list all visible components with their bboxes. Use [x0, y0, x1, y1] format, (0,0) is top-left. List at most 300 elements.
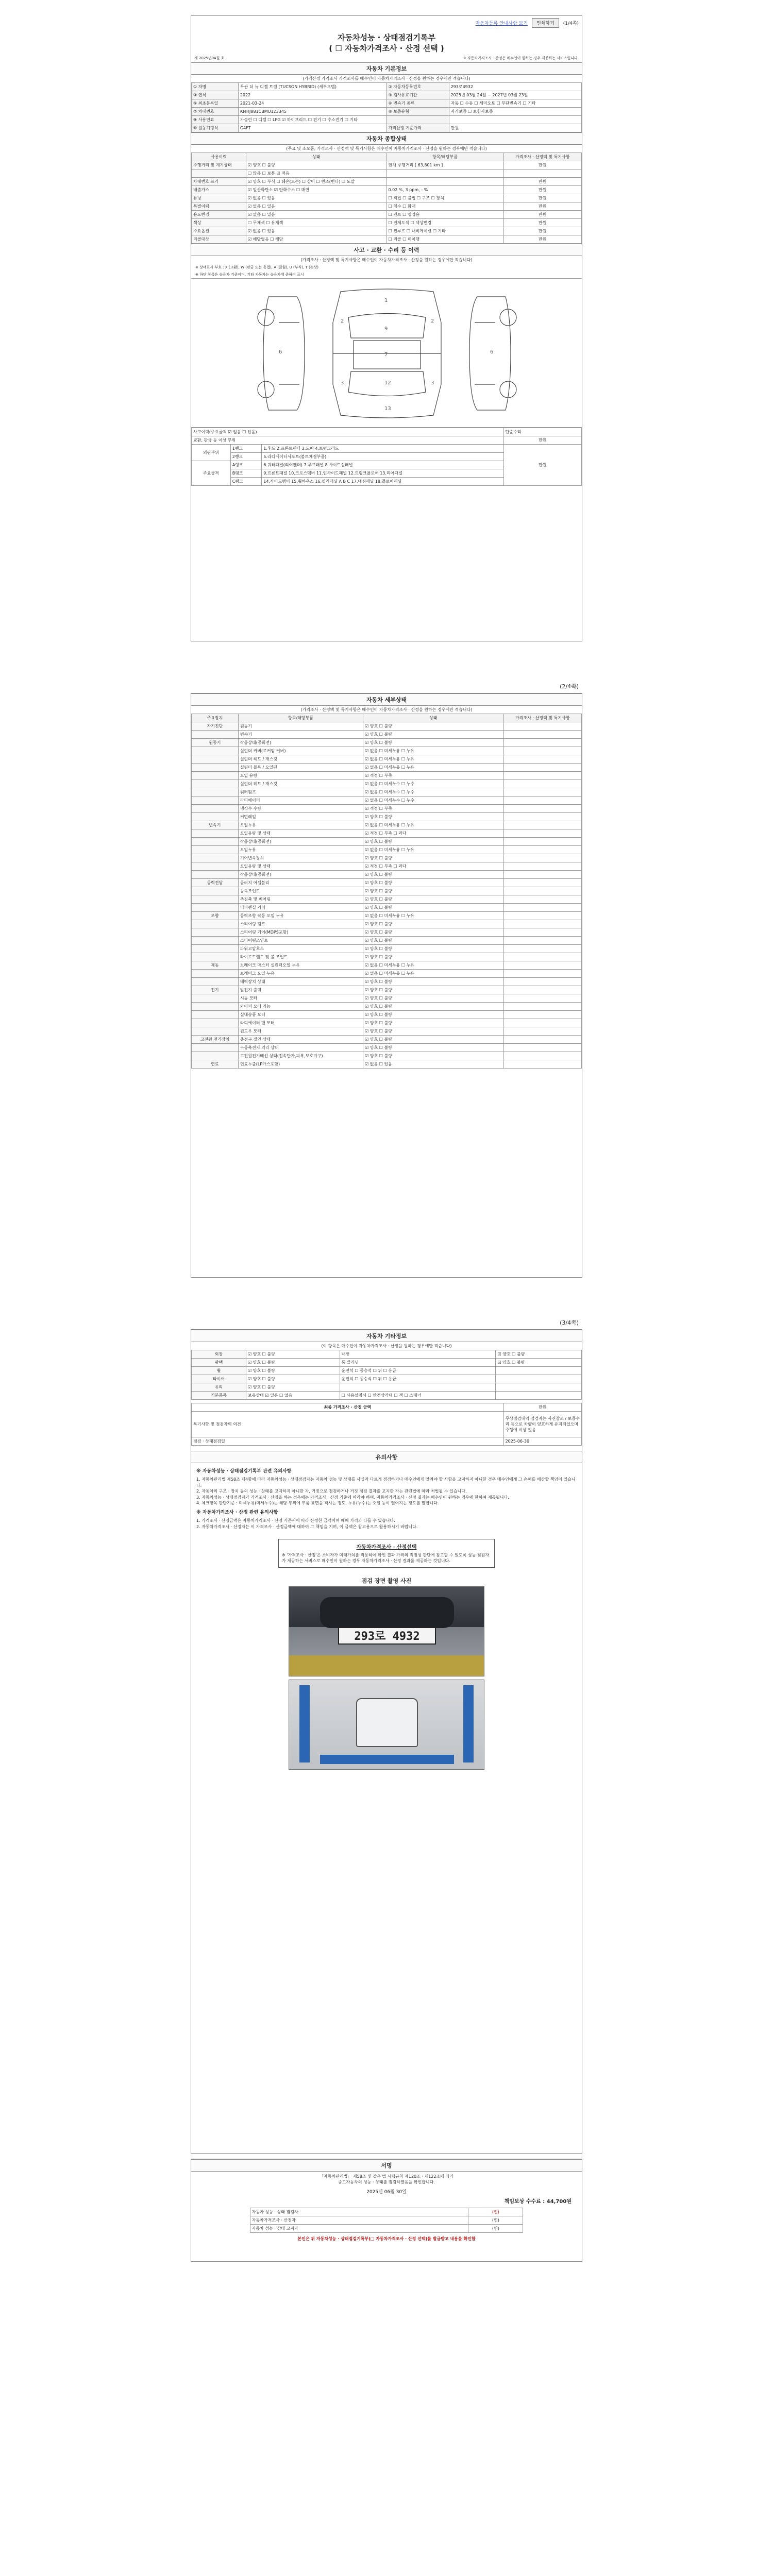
page-2 [191, 683, 582, 1278]
detail-price [503, 970, 581, 978]
detail-item: 실린더 헤드 / 개스킷 [238, 780, 363, 788]
detail-state: ☑ 없음 ☐ 미세누유 ☐ 누유 [363, 747, 504, 755]
detail-row [192, 862, 582, 871]
detail-row [192, 838, 582, 846]
detail-price [503, 986, 581, 994]
basic-info-key: ③ 연식 [192, 91, 239, 99]
detail-group: 원동기 [192, 739, 239, 747]
basic-info-value: G4FT [238, 124, 386, 132]
page-4 [191, 2159, 582, 2262]
detail-state: ☑ 양호 ☐ 불량 [363, 838, 504, 846]
detail-state: ☑ 양호 ☐ 불량 [363, 978, 504, 986]
detail-price [503, 871, 581, 879]
detail-header: 가격조사 · 산정액 및 특기사항 [503, 714, 581, 722]
detail-row [192, 1060, 582, 1069]
state-row [192, 211, 582, 219]
detail-price [503, 805, 581, 813]
detail-state: ☑ 양호 ☐ 불량 [363, 895, 504, 904]
detail-row [192, 887, 582, 895]
detail-row [192, 788, 582, 796]
detail-row [192, 895, 582, 904]
detail-row [192, 904, 582, 912]
notice-body [191, 1463, 582, 1532]
extra-row [192, 1367, 582, 1375]
detail-price [503, 1044, 581, 1052]
photo-front [289, 1586, 484, 1676]
detail-row [192, 928, 582, 937]
detail-price [503, 912, 581, 920]
basic-info-key: ⑤ 최초등록일 [192, 99, 239, 108]
doc-note: ※ 자동차가격조사 · 산정은 매수인이 원하는 경우 제공하는 서비스입니다. [463, 56, 579, 60]
extra-row [192, 1375, 582, 1383]
detail-state: ☑ 양호 ☐ 불량 [363, 1052, 504, 1060]
extra-label-2: 운전석 ☐ 동승석 ☐ 뒤 ☐ 응급 [340, 1367, 496, 1375]
document-subtitle: ( ☐ 자동차가격조사 · 산정 선택 ) [329, 44, 444, 53]
detail-price [503, 920, 581, 928]
notice-heading-1: ※ 자동차성능 · 상태점검기록부 관련 유의사항 [196, 1469, 292, 1474]
basic-info-title: 자동차 기본정보 [191, 62, 582, 75]
detail-price [503, 780, 581, 788]
signer-2-role: 자동차가격조사 · 산정자 [250, 2216, 468, 2225]
detail-state: ☑ 없음 ☐ 미세누수 ☐ 누수 [363, 788, 504, 796]
detail-group [192, 871, 239, 879]
signer-3-seal: (인) [468, 2225, 523, 2233]
detail-note: (가격조사 · 산정액 및 특기사항은 매수인이 자동차가격조사 · 산정을 원하는 경우에만 적습니다) [300, 707, 473, 712]
detail-group [192, 796, 239, 805]
state-price: 만원 [503, 161, 581, 170]
top-bar [191, 16, 582, 30]
detail-group [192, 805, 239, 813]
detail-state: ☑ 적정 ☐ 부족 [363, 772, 504, 780]
detail-row [192, 854, 582, 862]
signer-2-seal: (인) [468, 2216, 523, 2225]
detail-group [192, 1044, 239, 1052]
extra-note: (이 항목은 매수인이 자동차가격조사 · 산정을 원하는 경우에만 적습니다) [321, 1344, 452, 1348]
detail-state: ☑ 양호 ☐ 불량 [363, 887, 504, 895]
extra-title: 자동차 기타정보 [191, 1330, 582, 1342]
detail-state: ☑ 양호 ☐ 불량 [363, 1027, 504, 1036]
notice-p4: 4. 체크항목 판단기준 : 미세누유(미세누수)는 해당 부위에 부품 표면을 적시는 정도, 누유(누수)는 오일 등이 떨어지는 정도를 말합니다. [196, 1501, 439, 1506]
accident-note: (가격조사 · 산정액 및 특기사항은 매수인이 자동차가격조사 · 산정을 원하는 경우에만 적습니다) [300, 258, 473, 262]
detail-state: ☑ 양호 ☐ 불량 [363, 1011, 504, 1019]
basic-info-key: ② 자동차등록번호 [386, 83, 449, 91]
detail-price [503, 937, 581, 945]
state-label [192, 170, 246, 178]
detail-group: 연료 [192, 1060, 239, 1069]
extra-label: 외장 [192, 1350, 246, 1359]
state-price [503, 170, 581, 178]
detail-group [192, 1052, 239, 1060]
extra-label-2: ☐ 사용설명서 ☐ 안전삼각대 ☐ 잭 ☐ 스패너 [340, 1392, 496, 1400]
detail-row [192, 1011, 582, 1019]
extra-value: ☑ 양호 ☐ 불량 [246, 1383, 340, 1392]
detail-state: ☑ 없음 ☐ 미세누수 ☐ 누수 [363, 796, 504, 805]
detail-state: ☑ 없음 ☐ 미세누유 ☐ 누유 [363, 912, 504, 920]
extra-row [192, 1392, 582, 1400]
basic-info-key: ④ 검사유효기간 [386, 91, 449, 99]
signer-3-role: 자동차 성능 · 상태 고지자 [250, 2225, 468, 2233]
basic-info-value: 2021-03-24 [238, 99, 386, 108]
detail-price [503, 1036, 581, 1044]
state-price: 만원 [503, 211, 581, 219]
accident-price: 만원 [503, 436, 581, 445]
notice-q1: 1. 가격조사 · 산정금액은 자동차가격조사 · 산정 기준서에 따라 산정한 금액이며 매매 가격과 다를 수 있습니다. [196, 1518, 395, 1523]
detail-state: ☑ 양호 ☐ 불량 [363, 1003, 504, 1011]
basic-info-key: ⑩ 원동기형식 [192, 124, 239, 132]
detail-row [192, 961, 582, 970]
accident-history-row: 사고이력(주요골격 ☑ 없음 ☐ 있음) [192, 428, 504, 436]
detail-group [192, 1011, 239, 1019]
overall-state-table [191, 152, 582, 244]
state-price: 만원 [503, 178, 581, 186]
rank-a-label: A랭크 [230, 461, 262, 469]
state-item: ☐ 리콜 ☐ 미이행 [386, 235, 503, 244]
state-value: ☑ 해당없음 ☐ 해당 [246, 235, 386, 244]
consent-box [278, 1539, 495, 1567]
detail-price [503, 1027, 581, 1036]
detail-item: 오일누유 [238, 821, 363, 829]
state-row [192, 219, 582, 227]
extra-row [192, 1359, 582, 1367]
detail-item: 워터펌프 [238, 788, 363, 796]
detail-item: 기어변속장치 [238, 854, 363, 862]
detail-price [503, 747, 581, 755]
basic-info-key [386, 116, 449, 124]
detail-state: ☑ 적정 ☐ 부족 ☐ 과다 [363, 829, 504, 838]
extra-row [192, 1350, 582, 1359]
detail-group [192, 887, 239, 895]
detail-price [503, 1003, 581, 1011]
detail-state: ☑ 양호 ☐ 불량 [363, 945, 504, 953]
detail-row [192, 912, 582, 920]
extra-label-2: 운전석 ☐ 동승석 ☐ 뒤 ☐ 응급 [340, 1375, 496, 1383]
state-value: ☐ 무채색 ☐ 유채색 [246, 219, 386, 227]
detail-item: 파워고압호스 [238, 945, 363, 953]
photo-rear [289, 1680, 484, 1770]
state-header: 상태 [246, 153, 386, 161]
state-price: 만원 [503, 219, 581, 227]
svg-text:9: 9 [384, 326, 388, 332]
overall-state-title: 자동차 종합상태 [191, 132, 582, 145]
state-label: 배출가스 [192, 186, 246, 194]
basic-info-row [192, 108, 582, 116]
notice-heading-2: ※ 자동차가격조사 · 산정 관련 유의사항 [196, 1510, 278, 1516]
svg-text:6: 6 [490, 349, 494, 355]
detail-row [192, 731, 582, 739]
detail-item: 스티어링조인트 [238, 937, 363, 945]
state-price: 만원 [503, 186, 581, 194]
state-label: 차대번호 표기 [192, 178, 246, 186]
detail-group: 고전원 전기장치 [192, 1036, 239, 1044]
detail-state: ☑ 양호 ☐ 불량 [363, 920, 504, 928]
detail-group [192, 978, 239, 986]
extra-value: 보유상태 ☑ 있음 ☐ 없음 [246, 1392, 340, 1400]
detail-row [192, 813, 582, 821]
opinion-label: 특기사항 및 점검자의 의견 [192, 1412, 504, 1437]
frame-label: 주요골격 [192, 461, 231, 486]
state-item [386, 178, 503, 186]
detail-header: 상태 [363, 714, 504, 722]
car-diagram-svg [248, 286, 526, 420]
detail-price [503, 838, 581, 846]
detail-state: ☑ 적정 ☐ 부족 ☐ 과다 [363, 862, 504, 871]
detail-row [192, 722, 582, 731]
svg-text:13: 13 [384, 406, 391, 412]
page-3 [191, 1319, 582, 2154]
extra-value: ☑ 양호 ☐ 불량 [246, 1367, 340, 1375]
rank-c-label: C랭크 [230, 478, 262, 486]
detail-state: ☑ 없음 ☐ 미세누유 ☐ 누유 [363, 970, 504, 978]
detail-item: 실린더 블록 / 오일팬 [238, 764, 363, 772]
basic-info-key: ⑨ 사용연료 [192, 116, 239, 124]
car-hood-shape [320, 1597, 454, 1628]
car-diagram [191, 278, 582, 428]
detail-row [192, 1044, 582, 1052]
extra-value-2 [496, 1383, 582, 1392]
detail-item: 발전기 출력 [238, 986, 363, 994]
photo-title: 점검 장면 촬영 사진 [361, 1577, 412, 1584]
basic-info-value: 만원 [449, 124, 581, 132]
detail-row [192, 772, 582, 780]
state-price: 만원 [503, 235, 581, 244]
rank-2-label: 2랭크 [230, 453, 262, 461]
notice-title: 유의사항 [191, 1451, 582, 1463]
detail-price [503, 862, 581, 871]
detail-item: 라디에이터 팬 모터 [238, 1019, 363, 1027]
detail-group: 전기 [192, 986, 239, 994]
signer-1-seal: (인) [468, 2208, 523, 2216]
detail-row [192, 747, 582, 755]
extra-label: 광택 [192, 1359, 246, 1367]
detail-row [192, 920, 582, 928]
rank-a-items: 6.쿼터패널(리어펜더) 7.루프패널 8.사이드실패널 [262, 461, 503, 469]
page-3-label: (3/4쪽) [560, 1319, 579, 1326]
basic-info-row [192, 116, 582, 124]
detail-row [192, 796, 582, 805]
detail-group [192, 829, 239, 838]
svg-text:6: 6 [279, 349, 282, 355]
svg-text:3: 3 [431, 380, 434, 386]
detail-state: ☑ 없음 ☐ 미세누유 ☐ 누유 [363, 821, 504, 829]
detail-state: ☑ 없음 ☐ 미세누유 ☐ 누유 [363, 755, 504, 764]
state-value: ☑ 일산화탄소 ☑ 탄화수소 ☐ 매연 [246, 186, 386, 194]
detail-row [192, 1019, 582, 1027]
svg-text:2: 2 [431, 318, 434, 324]
detail-row [192, 937, 582, 945]
state-row [192, 170, 582, 178]
state-label: 용도변경 [192, 211, 246, 219]
detail-item: 와이퍼 모터 기능 [238, 1003, 363, 1011]
extra-table [191, 1350, 582, 1400]
signer-1-role: 자동차 성능 · 상태 점검자 [250, 2208, 468, 2216]
state-value: ☑ 없음 ☐ 있음 [246, 194, 386, 202]
detail-price [503, 961, 581, 970]
basic-info-value: 293로4932 [449, 83, 581, 91]
opinion-text: 무상점검내역 점검자는 사진참조 / 보증수리 등으로 차량이 양호하게 유지되었으며 주행에 이상 없음 [503, 1412, 581, 1437]
simple-repair-label: 단순수리 [503, 428, 581, 436]
detail-state: ☑ 없음 ☐ 미세누수 ☐ 누수 [363, 780, 504, 788]
detail-state: ☑ 없음 ☐ 미세누유 ☐ 누유 [363, 961, 504, 970]
detail-price [503, 788, 581, 796]
detail-group [192, 747, 239, 755]
detail-row [192, 780, 582, 788]
state-item: 0.02 %, 3 ppm, - % [386, 186, 503, 194]
detail-state: ☑ 양호 ☐ 불량 [363, 953, 504, 961]
extra-row [192, 1383, 582, 1392]
rank-b-items: 9.프론트패널 10.크로스멤버 11.인사이드패널 12.트렁크플로어 13.리어패널 [262, 469, 503, 478]
detail-group [192, 755, 239, 764]
detail-item: 타이로드엔드 및 볼 조인트 [238, 953, 363, 961]
detail-price [503, 846, 581, 854]
overall-state-note: (주요 및 소모품, 가격조사 · 산정액 및 특기사항은 매수인이 자동차가격조사 · 산정을 원하는 경우에만 적습니다) [286, 146, 487, 151]
extra-value-2: ☑ 양호 ☐ 불량 [496, 1350, 582, 1359]
detail-row [192, 879, 582, 887]
state-item: ☐ 적법 ☐ 불법 ☐ 구조 ☐ 장치 [386, 194, 503, 202]
page-1 [191, 15, 582, 641]
rank-1-items: 1.후드 2.프론트펜더 3.도어 4.트렁크리드 [262, 445, 503, 453]
detail-state: ☑ 양호 ☐ 불량 [363, 928, 504, 937]
detail-price [503, 1060, 581, 1069]
notice-p2: 2. 자동차의 구조 · 장치 등의 성능 · 상태를 고지하지 아니한 자, 거짓으로 점검하거나 거짓 점검 결과를 고지한 자는 관련법에 따라 처벌될 수 있습니다. [196, 1489, 467, 1494]
detail-item: 스티어링 펌프 [238, 920, 363, 928]
detail-state: ☑ 양호 ☐ 불량 [363, 1044, 504, 1052]
detail-row [192, 871, 582, 879]
basic-info-value: 가솔린 ☐ 디젤 ☐ LPG ☑ 하이브리드 ☐ 전기 ☐ 수소전기 ☐ 기타 [238, 116, 386, 124]
detail-price [503, 722, 581, 731]
state-value: ☐ 많음 ☐ 보통 ☑ 적음 [246, 170, 386, 178]
detail-item: 고전원전기배선 상태(접속단자,피복,보호기구) [238, 1052, 363, 1060]
car-rear-shape [356, 1698, 418, 1747]
state-label: 주행거리 및 계기상태 [192, 161, 246, 170]
detail-row [192, 1036, 582, 1044]
detail-group [192, 895, 239, 904]
detail-group: 자기진단 [192, 722, 239, 731]
state-header: 사용이력 [192, 153, 246, 161]
detail-group [192, 780, 239, 788]
detail-price [503, 994, 581, 1003]
car-part-numbers [279, 298, 493, 412]
basic-info-key: ⑥ 변속기 종류 [386, 99, 449, 108]
rank-c-items: 14.사이드멤버 15.휠하우스 16.필러패널 A B C 17.대쉬패널 18.플로어패널 [262, 478, 503, 486]
lift-post-right [463, 1685, 474, 1762]
final-price-title: 최종 가격조사 · 산정 금액 [192, 1403, 504, 1412]
detail-price [503, 772, 581, 780]
detail-row [192, 1052, 582, 1060]
state-item [386, 170, 503, 178]
rank-2-items: 5.라디에이터서포트(볼트체결부품) [262, 453, 503, 461]
detail-row [192, 986, 582, 994]
doc-meta [191, 56, 582, 62]
sign-line-1: 「자동차관리법」 제58조 및 같은 법 시행규칙 제120조 · 제122조에 따라 [320, 2174, 453, 2179]
detail-item: 충전구 절연 상태 [238, 1036, 363, 1044]
extra-value: ☑ 양호 ☐ 불량 [246, 1375, 340, 1383]
state-label: 특별이력 [192, 202, 246, 211]
state-item: ☐ 렌트 ☐ 영업용 [386, 211, 503, 219]
basic-info-row [192, 99, 582, 108]
detail-state: ☑ 양호 ☐ 불량 [363, 937, 504, 945]
detail-item: 동력조향 작동 오일 누유 [238, 912, 363, 920]
state-value: ☑ 양호 ☐ 부식 ☐ 훼손(오손) ☐ 상이 ☐ 변조(변타) ☐ 도말 [246, 178, 386, 186]
print-button[interactable]: 인쇄하기 [532, 18, 559, 28]
detail-item: 디퍼렌셜 기어 [238, 904, 363, 912]
detail-row [192, 805, 582, 813]
basic-info-value: KMHJ881CBMU123345 [238, 108, 386, 116]
detail-group: 제동 [192, 961, 239, 970]
detail-price [503, 731, 581, 739]
basic-info-table [191, 82, 582, 132]
basic-info-value [449, 116, 581, 124]
detail-row [192, 978, 582, 986]
detail-price [503, 829, 581, 838]
detail-group [192, 994, 239, 1003]
basic-info-row [192, 124, 582, 132]
detail-item: 배력장치 상태 [238, 978, 363, 986]
detail-price [503, 895, 581, 904]
detail-group [192, 970, 239, 978]
detail-price [503, 879, 581, 887]
detail-group: 동력전달 [192, 879, 239, 887]
detail-group [192, 862, 239, 871]
detail-price [503, 1052, 581, 1060]
lift-ramp [289, 1655, 484, 1676]
detail-state: ☑ 양호 ☐ 불량 [363, 986, 504, 994]
extra-label: 타이어 [192, 1375, 246, 1383]
detail-state: ☑ 양호 ☐ 불량 [363, 854, 504, 862]
accident-legend-2: ※ 하단 항목은 승용차 기준이며, 기타 자동차는 승용차에 준하여 표시 [195, 273, 304, 277]
svg-text:7: 7 [384, 352, 388, 358]
detail-group [192, 731, 239, 739]
detail-price [503, 854, 581, 862]
detail-state: ☑ 양호 ☐ 불량 [363, 813, 504, 821]
detail-item: 냉각수 수량 [238, 805, 363, 813]
state-item: ☐ 침수 ☐ 화재 [386, 202, 503, 211]
basic-info-value: 자동 ☐ 수동 ☐ 세미오토 ☐ 무단변속기 ☐ 기타 [449, 99, 581, 108]
detail-item: 시동 모터 [238, 994, 363, 1003]
state-label: 주요옵션 [192, 227, 246, 235]
detail-title: 자동차 세부상태 [191, 693, 582, 706]
detail-header: 주요장치 [192, 714, 239, 722]
extra-value-2 [496, 1375, 582, 1383]
state-value: ☑ 없음 ☐ 있음 [246, 202, 386, 211]
basic-info-key: ⑧ 보증유형 [386, 108, 449, 116]
rank-1-label: 1랭크 [230, 445, 262, 453]
detail-item: 등속조인트 [238, 887, 363, 895]
detail-state: ☑ 없음 ☐ 미세누유 ☐ 누유 [363, 846, 504, 854]
detail-state: ☑ 양호 ☐ 불량 [363, 1036, 504, 1044]
state-price: 만원 [503, 202, 581, 211]
fee-label: 책임보상 수수료 : 44,700원 [504, 2199, 572, 2205]
detail-row [192, 755, 582, 764]
detail-item: 커먼레일 [238, 813, 363, 821]
outer-panel-label: 외판부위 [192, 445, 231, 461]
detail-price [503, 1011, 581, 1019]
detail-item: 연료누출(LP가스포함) [238, 1060, 363, 1069]
doc-number: 제 2025년04월 호 [194, 56, 225, 60]
detail-group [192, 1027, 239, 1036]
sign-line-2: 중고자동차의 성능 · 상태를 점검하였음을 확인합니다. [338, 2180, 435, 2184]
detail-state: ☑ 양호 ☐ 불량 [363, 871, 504, 879]
basic-info-note: (가격산정 가격조사 가격조사를 매수인이 자동차가격조사 · 산정을 원하는 경우에만 적습니다) [303, 76, 470, 81]
registration-info-link[interactable]: 자동차등록 안내사항 보기 [475, 21, 528, 26]
document-title: 자동차성능 · 상태점검기록부 [337, 33, 436, 42]
detail-group: 변속기 [192, 821, 239, 829]
svg-text:1: 1 [384, 298, 388, 303]
detail-group [192, 953, 239, 961]
extra-label-2: 내장 [340, 1350, 496, 1359]
rank-b-label: B랭크 [230, 469, 262, 478]
detail-price [503, 887, 581, 895]
detail-group [192, 788, 239, 796]
